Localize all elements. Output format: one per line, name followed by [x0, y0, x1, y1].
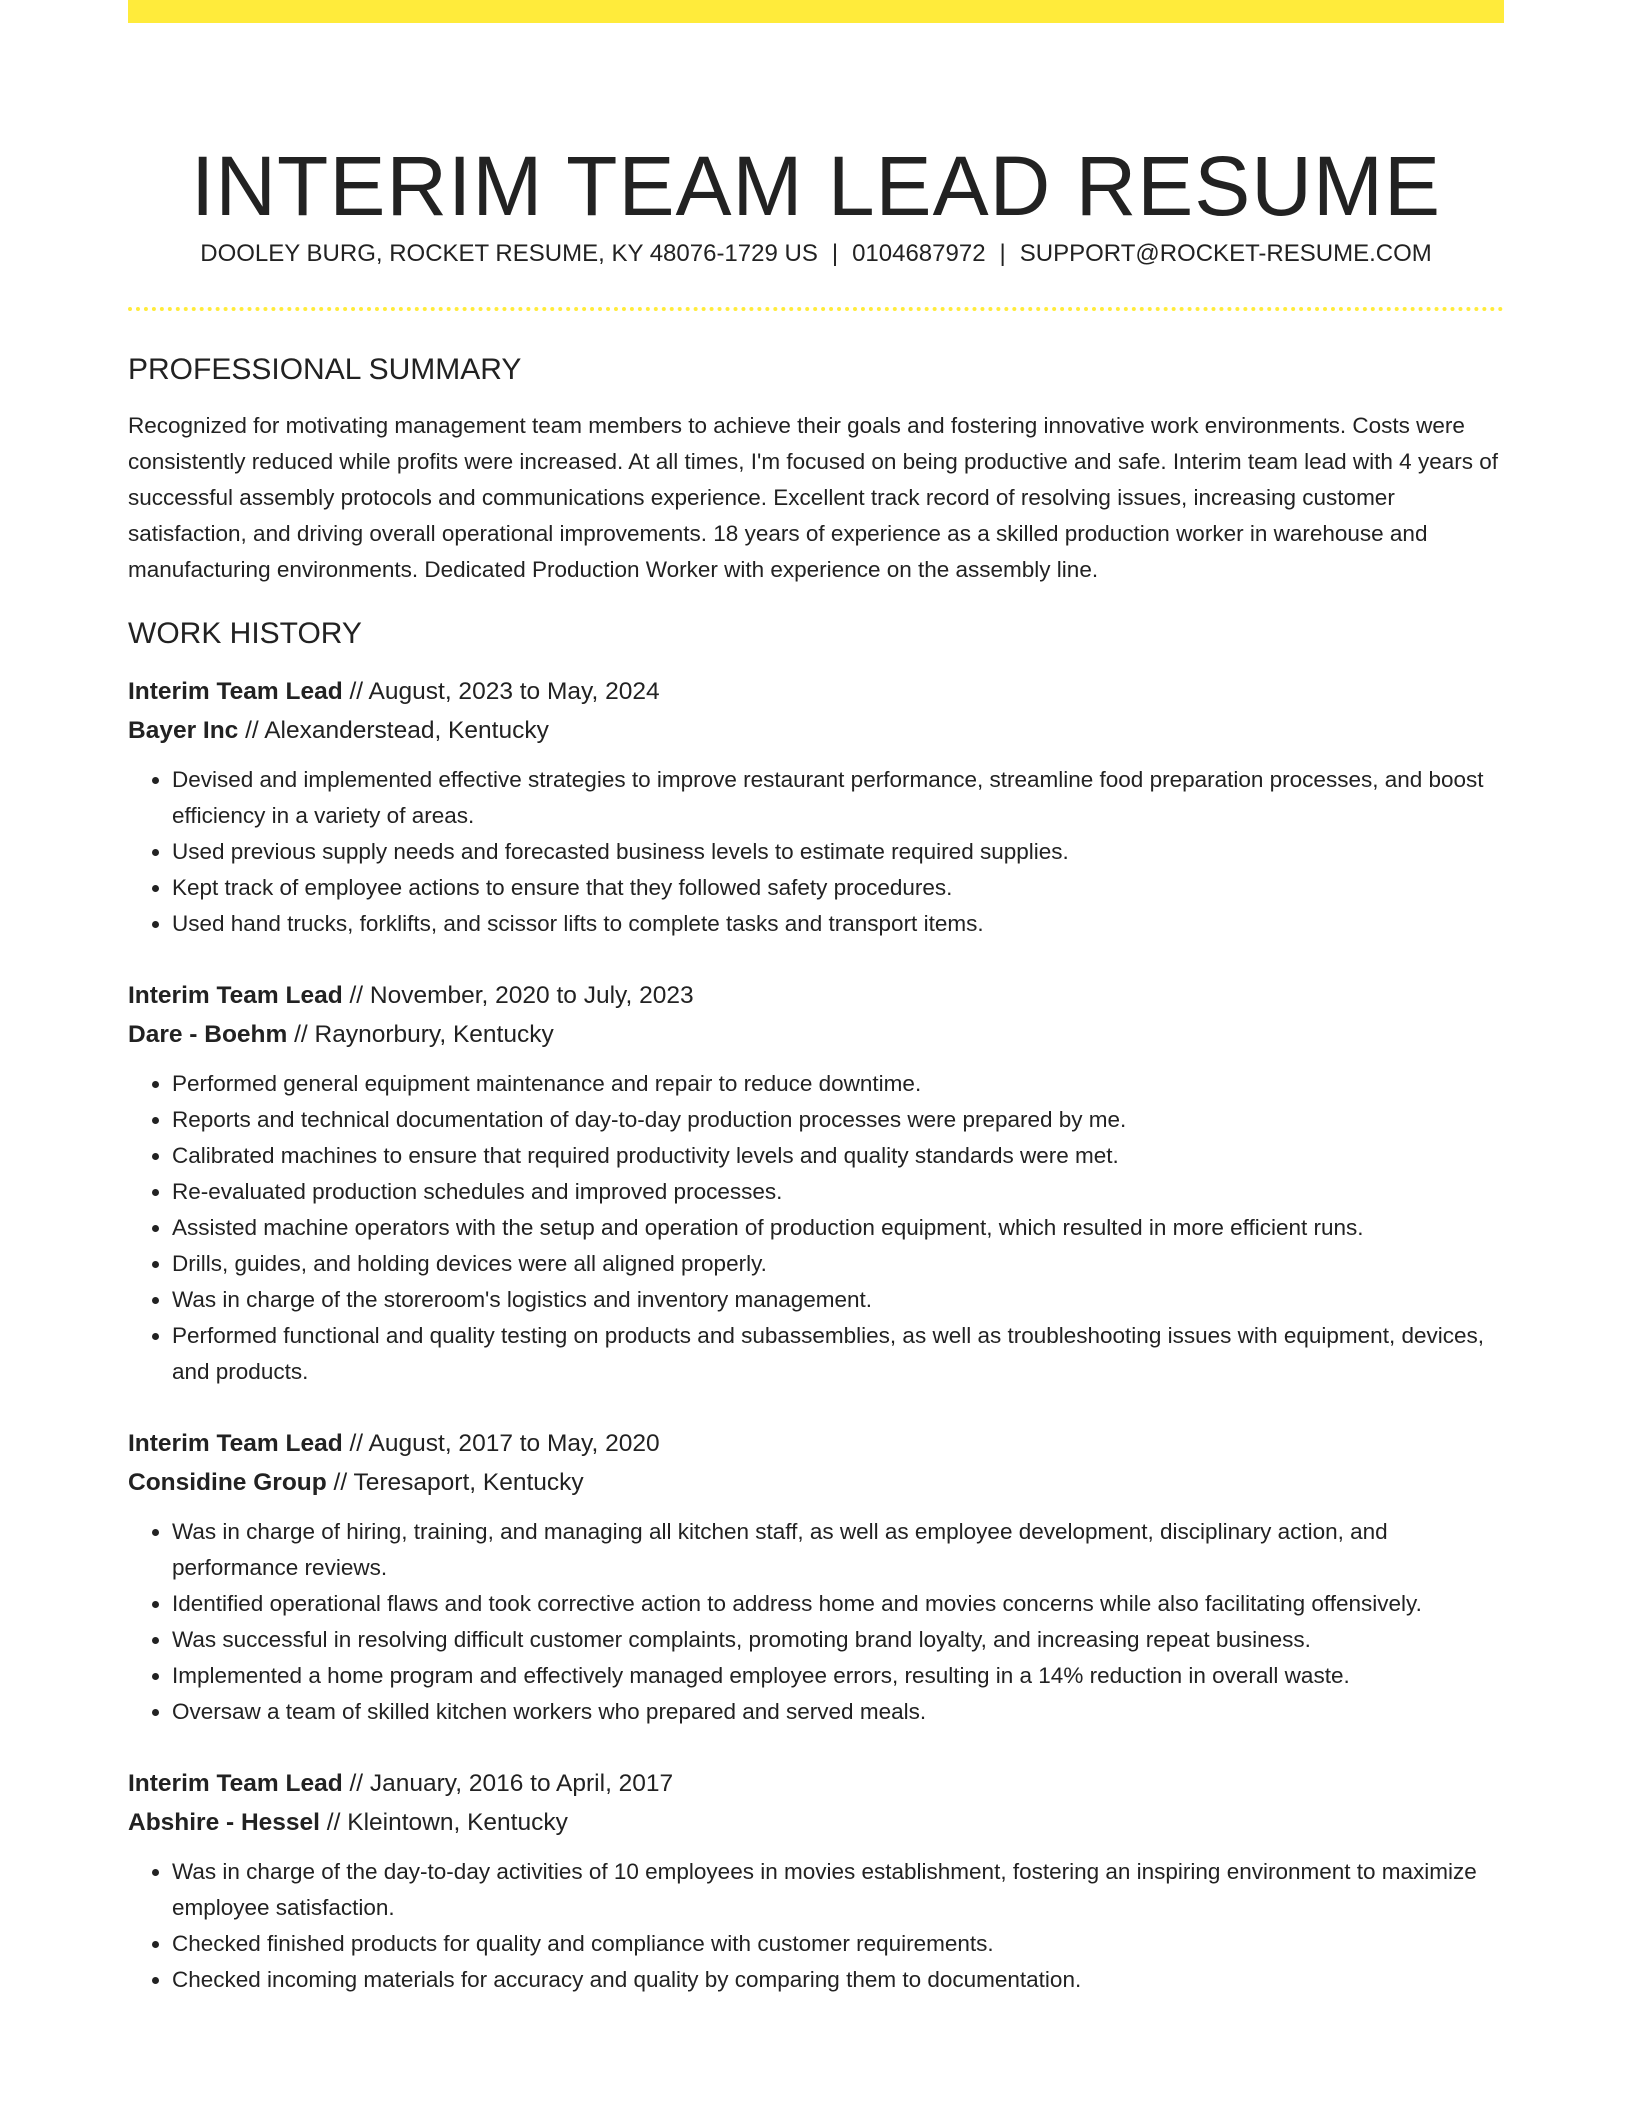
job-company: Bayer Inc: [128, 717, 239, 744]
job-company-line: [128, 1463, 1504, 1502]
contact-separator: |: [999, 240, 1006, 267]
job-title-line: [128, 1424, 1504, 1463]
job-company: Considine Group: [128, 1469, 327, 1496]
job-bullets: [128, 1066, 1504, 1390]
job-bullet: • Calibrated machines to ensure that required productivity levels and quality standards were met.: [172, 1138, 1504, 1174]
resume-title: INTERIM TEAM LEAD RESUME: [191, 139, 1441, 234]
job-dates: // January, 2016 to April, 2017: [342, 1770, 674, 1797]
job-bullet: • Drills, guides, and holding devices were all aligned properly.: [172, 1246, 1504, 1282]
job-company-line: [128, 711, 1504, 750]
job-company-line: [128, 1015, 1504, 1054]
job-bullet: • Used hand trucks, forklifts, and scissor lifts to complete tasks and transport items.: [172, 906, 1504, 942]
job-entry: [128, 976, 1504, 1390]
job-role: Interim Team Lead: [128, 678, 343, 705]
job-bullet: • Oversaw a team of skilled kitchen workers who prepared and served meals.: [172, 1694, 1504, 1730]
contact-line: [128, 236, 1504, 272]
job-location: // Kleintown, Kentucky: [320, 1809, 568, 1836]
job-bullet: • Assisted machine operators with the setup and operation of production equipment, which resulted in more efficient runs.: [172, 1210, 1504, 1246]
job-entry: [128, 672, 1504, 942]
job-bullet: • Devised and implemented effective strategies to improve restaurant performance, streamline food preparation processes, and boost efficiency in a variety of areas.: [172, 762, 1504, 834]
job-bullets: [128, 1854, 1504, 1998]
resume-content: [128, 350, 1504, 1998]
job-dates: // August, 2017 to May, 2020: [342, 1430, 660, 1457]
contact-separator: |: [831, 240, 839, 267]
job-bullet: • Implemented a home program and effectively managed employee errors, resulting in a 14% reduction in overall waste.: [172, 1658, 1504, 1694]
job-location: // Teresaport, Kentucky: [326, 1469, 584, 1496]
job-title-line: [128, 672, 1504, 711]
job-bullet: • Performed functional and quality testing on products and subassemblies, as well as troubleshooting issues with equipment, devices, and products.: [172, 1318, 1504, 1390]
job-bullet: • Used previous supply needs and forecasted business levels to estimate required supplies.: [172, 834, 1504, 870]
job-bullets: [128, 1514, 1504, 1730]
job-bullet: • Kept track of employee actions to ensure that they followed safety procedures.: [172, 870, 1504, 906]
job-company: Abshire - Hessel: [128, 1809, 320, 1836]
job-dates: // November, 2020 to July, 2023: [342, 982, 694, 1009]
job-bullet: • Was in charge of the day-to-day activities of 10 employees in movies establishment, fostering an inspiring environment to maximize employee satisfaction.: [172, 1854, 1504, 1926]
job-title-line: [128, 976, 1504, 1015]
job-role: Interim Team Lead: [128, 1430, 343, 1457]
contact-address: DOOLEY BURG, ROCKET RESUME, KY 48076-1729 US: [200, 240, 818, 267]
dotted-divider: [128, 307, 1504, 311]
job-bullet: • Was in charge of the storeroom's logistics and inventory management.: [172, 1282, 1504, 1318]
job-title-line: [128, 1764, 1504, 1803]
job-bullet: • Performed general equipment maintenance and repair to reduce downtime.: [172, 1066, 1504, 1102]
job-bullet: • Checked incoming materials for accuracy and quality by comparing them to documentation.: [172, 1962, 1504, 1998]
job-bullets: [128, 762, 1504, 942]
job-bullet: • Identified operational flaws and took corrective action to address home and movies concerns while also facilitating offensively.: [172, 1586, 1504, 1622]
work-history-heading: WORK HISTORY: [128, 617, 362, 650]
summary-text: Recognized for motivating management team members to achieve their goals and fostering innovative work environments. Costs were consistently reduced while profits were increased. At all times, I'm focused on being productive and safe. Interim team lead with 4 years of successful assembly protocols and communications experience. Excellent track record of resolving issues, increasing customer satisfaction, and driving overall operational improvements. 18 years of experience as a skilled production worker in warehouse and manufacturing environments. Dedicated Production Worker with experience on the assembly line.: [128, 413, 1498, 582]
job-bullet: • Reports and technical documentation of day-to-day production processes were prepared by me.: [172, 1102, 1504, 1138]
job-bullet: • Checked finished products for quality and compliance with customer requirements.: [172, 1926, 1504, 1962]
job-location: // Alexanderstead, Kentucky: [238, 717, 549, 744]
job-location: // Raynorbury, Kentucky: [287, 1021, 554, 1048]
job-dates: // August, 2023 to May, 2024: [342, 678, 660, 705]
job-bullet: • Re-evaluated production schedules and improved processes.: [172, 1174, 1504, 1210]
job-bullet: • Was successful in resolving difficult customer complaints, promoting brand loyalty, and increasing repeat business.: [172, 1622, 1504, 1658]
job-entry: [128, 1764, 1504, 1998]
job-role: Interim Team Lead: [128, 982, 343, 1009]
job-company: Dare - Boehm: [128, 1021, 288, 1048]
job-company-line: [128, 1803, 1504, 1842]
job-bullet: • Was in charge of hiring, training, and managing all kitchen staff, as well as employee development, disciplinary action, and performance reviews.: [172, 1514, 1504, 1586]
job-role: Interim Team Lead: [128, 1770, 343, 1797]
contact-email: SUPPORT@ROCKET-RESUME.COM: [1019, 240, 1432, 267]
summary-heading: PROFESSIONAL SUMMARY: [128, 353, 522, 386]
job-entry: [128, 1424, 1504, 1730]
contact-phone: 0104687972: [852, 240, 986, 267]
top-accent-bar: [128, 0, 1504, 23]
